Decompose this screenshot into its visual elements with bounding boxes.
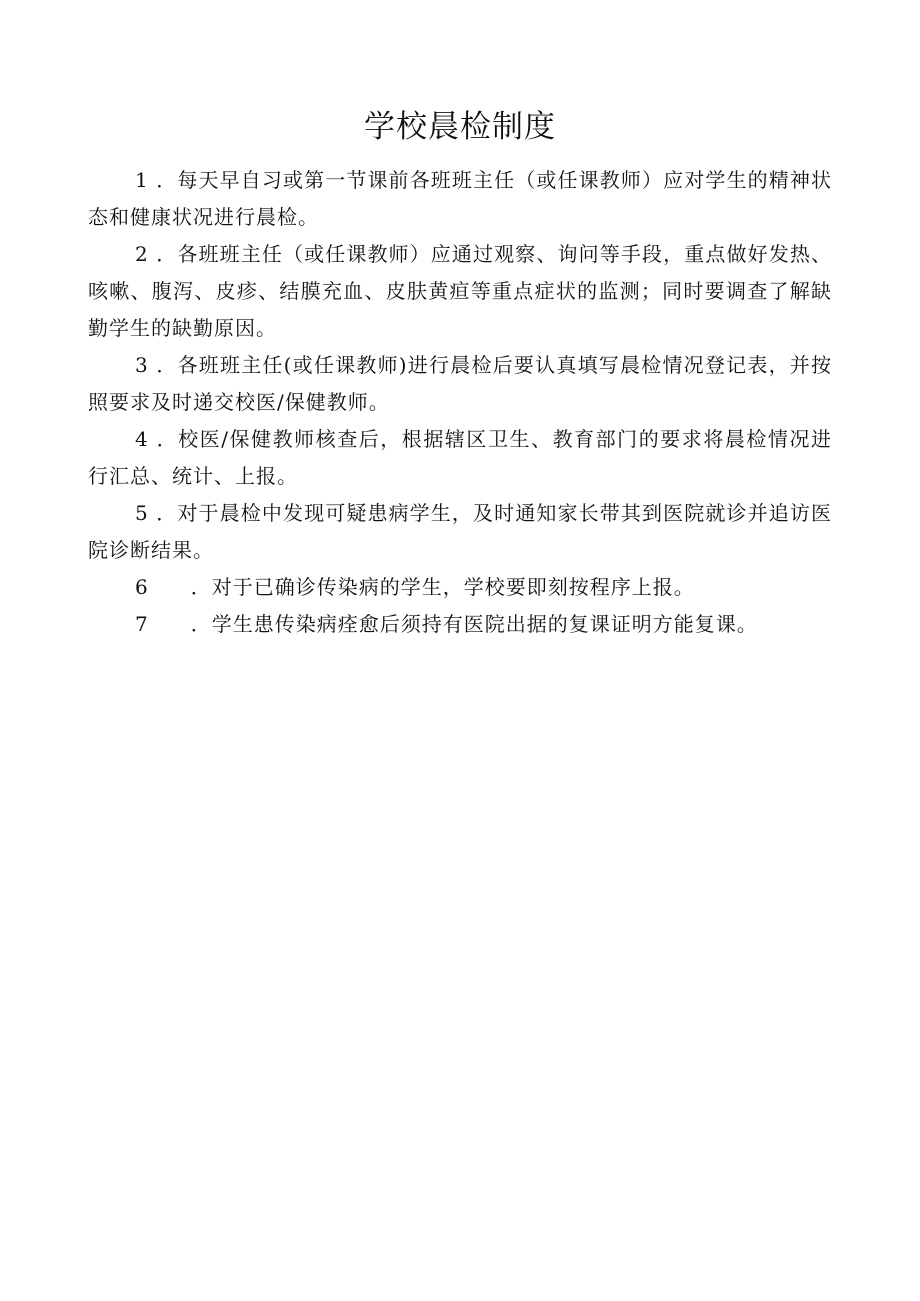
paragraph-7 xyxy=(88,606,832,643)
paragraph-1 xyxy=(88,162,832,236)
paragraph-text: ．各班班主任(或任课教师)进行晨检后要认真填写晨检情况登记表，并按照要求及时递交校医/保健教师。 xyxy=(88,353,833,414)
paragraph-4 xyxy=(88,421,832,495)
paragraph-number: 7 xyxy=(135,612,149,636)
paragraph-text: ．对于晨检中发现可疑患病学生，及时通知家长带其到医院就诊并追访医院诊断结果。 xyxy=(88,501,833,562)
paragraph-number: 1 xyxy=(135,168,149,192)
paragraph-number: 2 xyxy=(135,242,149,266)
paragraph-6 xyxy=(88,569,832,606)
paragraph-number: 6 xyxy=(135,575,149,599)
paragraph-number: 4 xyxy=(135,427,149,451)
paragraph-number: 3 xyxy=(135,353,149,377)
document-title: 学校晨检制度 xyxy=(364,109,556,145)
paragraph-3 xyxy=(88,347,832,421)
document-body xyxy=(88,162,832,643)
paragraph-text: ．学生患传染病痊愈后须持有医院出据的复课证明方能复课。 xyxy=(190,612,758,636)
paragraph-text: ．每天早自习或第一节课前各班班主任（或任课教师）应对学生的精神状态和健康状况进行晨检。 xyxy=(88,168,833,229)
paragraph-5 xyxy=(88,495,832,569)
paragraph-text: ．各班班主任（或任课教师）应通过观察、询问等手段，重点做好发热、咳嗽、腹泻、皮疹、结膜充血、皮肤黄疸等重点症状的监测；同时要调查了解缺勤学生的缺勤原因。 xyxy=(88,242,833,340)
paragraph-2 xyxy=(88,236,832,347)
paragraph-text: ．校医/保健教师核查后，根据辖区卫生、教育部门的要求将晨检情况进行汇总、统计、上报。 xyxy=(88,427,832,488)
paragraph-text: ．对于已确诊传染病的学生，学校要即刻按程序上报。 xyxy=(190,575,695,599)
paragraph-number: 5 xyxy=(135,501,149,525)
